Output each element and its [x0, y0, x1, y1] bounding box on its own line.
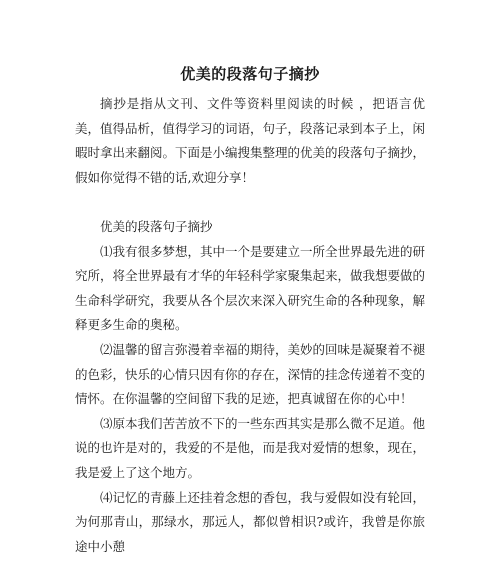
body-paragraph-4: ⑷记忆的青藤上还挂着念想的香包，我与爱假如没有轮回，为何那青山，那绿水，那远人，都似曾相识?或许，我曾是你旅途中小憩 [75, 489, 426, 554]
intro-paragraph: 摘抄是指从文刊、文件等资料里阅读的时候 ，把语言优美，值得品析，值得学习的词语，句子，段落记录到本子上，闲暇时拿出来翻阅。下面是小编搜集整理的优美的段落句子摘抄，假如你觉得不错的话,欢迎分享！ [75, 96, 426, 185]
body-paragraph-2: ⑵温馨的留言弥漫着幸福的期待，美妙的回味是凝聚着不褪的色彩，快乐的心情只因有你的存在，深情的挂念传递着不变的情怀。在你温馨的空间留下我的足迹，把真诚留在你的心中！ [75, 341, 426, 407]
body-paragraph-3: ⑶原本我们苦苦放不下的一些东西其实是那么微不足道。他说的也许是对的，我爱的不是他，而是我对爱情的想象，现在，我是爱上了这个地方。 [75, 415, 426, 480]
body-paragraph-1: ⑴我有很多梦想，其中一个是要建立一所全世界最先进的研究所，将全世界最有才华的年轻科学家聚集起来，做我想要做的生命科学研究，我要从各个层次来深入研究生命的各种现象，解释更多生命的奥秘。 [75, 243, 426, 333]
section-heading: 优美的段落句子摘抄 [100, 218, 213, 234]
document-title: 优美的段落句子摘抄 [180, 65, 320, 83]
paragraph-spacer [75, 190, 425, 215]
document-page [75, 64, 425, 559]
